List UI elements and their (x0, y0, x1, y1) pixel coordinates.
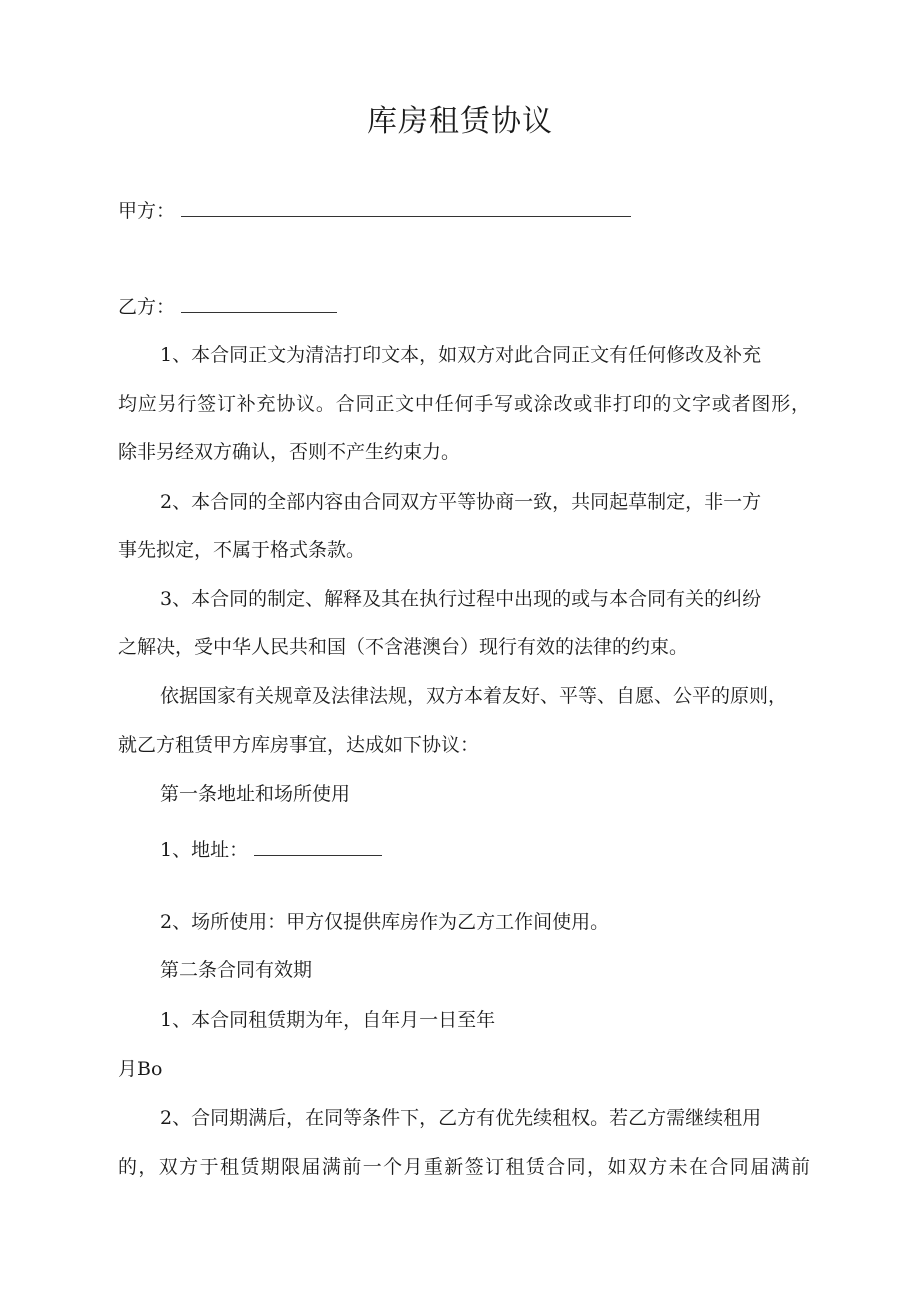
address-blank (254, 837, 382, 856)
clause1-line3: 除非另经双方确认，否则不产生约束力。 (118, 441, 461, 463)
party-b-blank (181, 294, 337, 313)
clause2-line1: 2、本合同的全部内容由合同双方平等协商一致，共同起草制定，非一方 (160, 491, 762, 513)
party-b-label: 乙方： (118, 296, 176, 318)
clause1-line2: 均应另行签订补充协议。合同正文中任何手写或涂改或非打印的文字或者图形， (118, 393, 810, 415)
preamble-line2: 就乙方租赁甲方库房事宜，达成如下协议： (118, 734, 480, 756)
address-label: 1、地址： (160, 839, 249, 861)
article2-heading: 第二条合同有效期 (160, 959, 313, 981)
renew-line2: 的，双方于租赁期限届满前一个月重新签订租赁合同，如双方未在合同届满前 (118, 1156, 810, 1178)
term-line1: 1、本合同租赁期为年，自年月一日至年 (160, 1009, 496, 1031)
article1-heading: 第一条地址和场所使用 (160, 783, 351, 805)
party-a-line (118, 198, 631, 223)
party-a-label: 甲方： (118, 200, 176, 222)
clause1-line1: 1、本合同正文为清洁打印文本，如双方对此合同正文有任何修改及补充 (160, 344, 762, 366)
term-line2: 月Bo (118, 1058, 163, 1080)
preamble-line1: 依据国家有关规章及法律法规，双方本着友好、平等、自愿、公平的原则， (160, 685, 788, 707)
party-b-line (118, 294, 337, 319)
clause3-line1: 3、本合同的制定、解释及其在执行过程中出现的或与本合同有关的纠纷 (160, 588, 762, 610)
address-line (160, 837, 382, 862)
usage-line: 2、场所使用：甲方仅提供库房作为乙方工作间使用。 (160, 911, 610, 933)
clause3-line2: 之解决，受中华人民共和国（不含港澳台）现行有效的法律的约束。 (118, 636, 689, 658)
renew-line1: 2、合同期满后，在同等条件下，乙方有优先续租权。若乙方需继续租用 (160, 1107, 762, 1129)
clause2-line2: 事先拟定，不属于格式条款。 (118, 539, 366, 561)
party-a-blank (181, 198, 631, 217)
document-title: 库房租赁协议 (367, 104, 553, 139)
